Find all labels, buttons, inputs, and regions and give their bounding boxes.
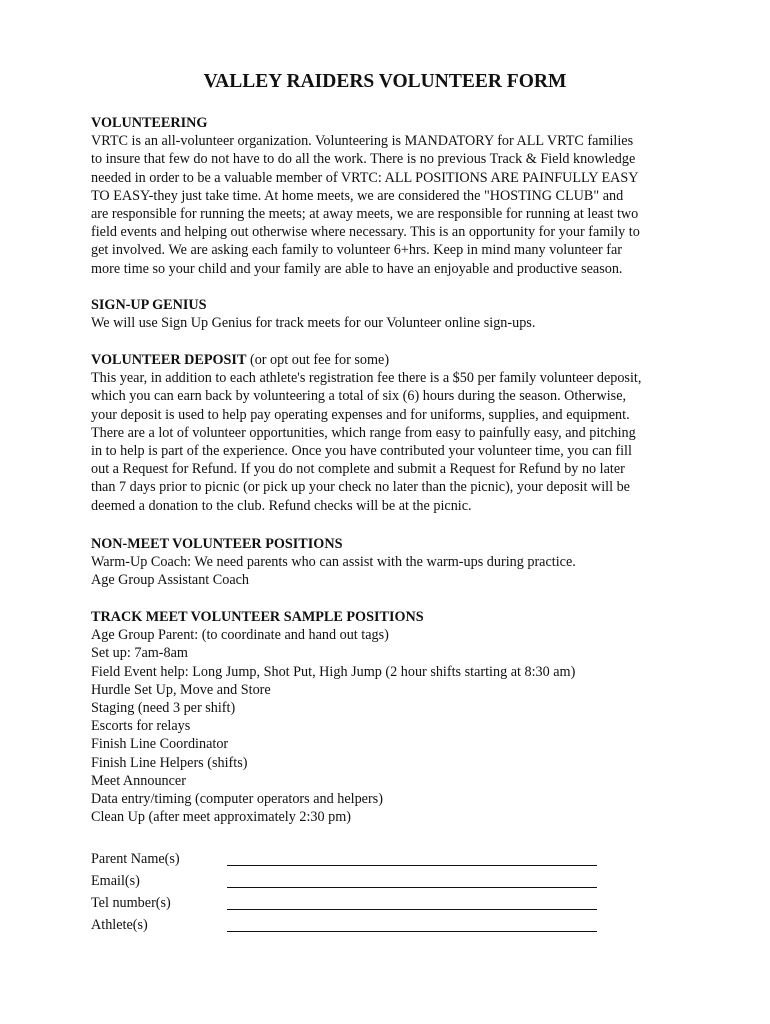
track-meet-heading: TRACK MEET VOLUNTEER SAMPLE POSITIONS bbox=[91, 609, 424, 625]
list-item: Escorts for relays bbox=[91, 718, 191, 735]
deposit-section bbox=[91, 351, 691, 515]
deposit-heading-note: (or opt out fee for some) bbox=[246, 352, 390, 368]
athlete-field[interactable] bbox=[227, 914, 597, 932]
list-item: Age Group Parent: (to coordinate and hand out tags) bbox=[91, 627, 389, 644]
parent-name-label: Parent Name(s) bbox=[91, 851, 180, 867]
volunteering-line: field events and helping out otherwise where necessary. This is an opportunity for your family to bbox=[91, 224, 640, 241]
track-meet-list bbox=[91, 626, 691, 826]
deposit-line: There are a lot of volunteer opportunities, which range from easy to painfully easy, and pitching bbox=[91, 424, 636, 441]
list-item: Finish Line Helpers (shifts) bbox=[91, 754, 248, 771]
deposit-text bbox=[91, 369, 691, 515]
volunteering-section bbox=[91, 114, 691, 278]
non-meet-section bbox=[91, 535, 691, 590]
deposit-line: which you can earn back by volunteering a total of six (6) hours during the season. Otherwise, bbox=[91, 388, 627, 405]
list-item: Set up: 7am-8am bbox=[91, 645, 188, 662]
non-meet-heading: NON-MEET VOLUNTEER POSITIONS bbox=[91, 536, 343, 552]
list-item: Data entry/timing (computer operators and helpers) bbox=[91, 791, 383, 808]
deposit-line: deemed a donation to the club. Refund checks will be at the picnic. bbox=[91, 497, 472, 514]
volunteering-text bbox=[91, 132, 691, 278]
email-row bbox=[91, 870, 611, 892]
email-field[interactable] bbox=[227, 870, 597, 888]
list-item: Staging (need 3 per shift) bbox=[91, 700, 236, 717]
deposit-heading-line bbox=[91, 351, 691, 369]
volunteering-line: to insure that few do not have to do all the work. There is no previous Track & Field knowledge bbox=[91, 151, 636, 168]
volunteering-line: are responsible for running the meets; at away meets, we are responsible for running at least two bbox=[91, 206, 639, 223]
list-item: Field Event help: Long Jump, Shot Put, High Jump (2 hour shifts starting at 8:30 am) bbox=[91, 663, 576, 680]
signup-section bbox=[91, 296, 691, 332]
deposit-line: your deposit is used to help pay operating expenses and for uniforms, supplies, and equipment. bbox=[91, 406, 630, 423]
signup-text: We will use Sign Up Genius for track meets for our Volunteer online sign-ups. bbox=[91, 315, 536, 332]
volunteering-line: VRTC is an all-volunteer organization. Volunteering is MANDATORY for ALL VRTC families bbox=[91, 133, 634, 150]
tel-number-row bbox=[91, 892, 611, 914]
athlete-row bbox=[91, 914, 611, 936]
athlete-label: Athlete(s) bbox=[91, 917, 148, 933]
volunteering-line: more time so your child and your family are able to have an enjoyable and productive season. bbox=[91, 260, 623, 277]
track-meet-section bbox=[91, 608, 691, 826]
contact-form bbox=[91, 848, 611, 936]
email-label: Email(s) bbox=[91, 873, 140, 889]
list-item: Clean Up (after meet approximately 2:30 pm) bbox=[91, 809, 352, 826]
list-item: Warm-Up Coach: We need parents who can assist with the warm-ups during practice. bbox=[91, 554, 576, 571]
non-meet-list bbox=[91, 553, 691, 589]
list-item: Meet Announcer bbox=[91, 772, 186, 789]
volunteering-line: get involved. We are asking each family to volunteer 6+hrs. Keep in mind many volunteer far bbox=[91, 242, 622, 259]
volunteering-line: needed in order to be a valuable member of VRTC: ALL POSITIONS ARE PAINFULLY EASY bbox=[91, 169, 639, 186]
form-title: VALLEY RAIDERS VOLUNTEER FORM bbox=[203, 71, 567, 92]
list-item: Age Group Assistant Coach bbox=[91, 572, 250, 589]
signup-heading: SIGN-UP GENIUS bbox=[91, 297, 207, 313]
deposit-line: out a Request for Refund. If you do not complete and submit a Request for Refund by no later bbox=[91, 461, 625, 478]
deposit-heading: VOLUNTEER DEPOSIT bbox=[91, 352, 247, 368]
list-item: Hurdle Set Up, Move and Store bbox=[91, 681, 271, 698]
deposit-line: in to help is part of the experience. Once you have contributed your volunteer time, you can fill bbox=[91, 443, 632, 460]
volunteering-line: TO EASY-they just take time. At home meets, we are considered the "HOSTING CLUB" and bbox=[91, 187, 624, 204]
parent-name-field[interactable] bbox=[227, 848, 597, 866]
volunteering-heading: VOLUNTEERING bbox=[91, 115, 208, 131]
tel-number-field[interactable] bbox=[227, 892, 597, 910]
parent-name-row bbox=[91, 848, 611, 870]
tel-number-label: Tel number(s) bbox=[91, 895, 171, 911]
deposit-line: This year, in addition to each athlete's registration fee there is a $50 per family volunteer deposit, bbox=[91, 370, 642, 387]
list-item: Finish Line Coordinator bbox=[91, 736, 229, 753]
deposit-line: than 7 days prior to picnic (or pick up your check no later than the picnic), your deposit will be bbox=[91, 479, 630, 496]
